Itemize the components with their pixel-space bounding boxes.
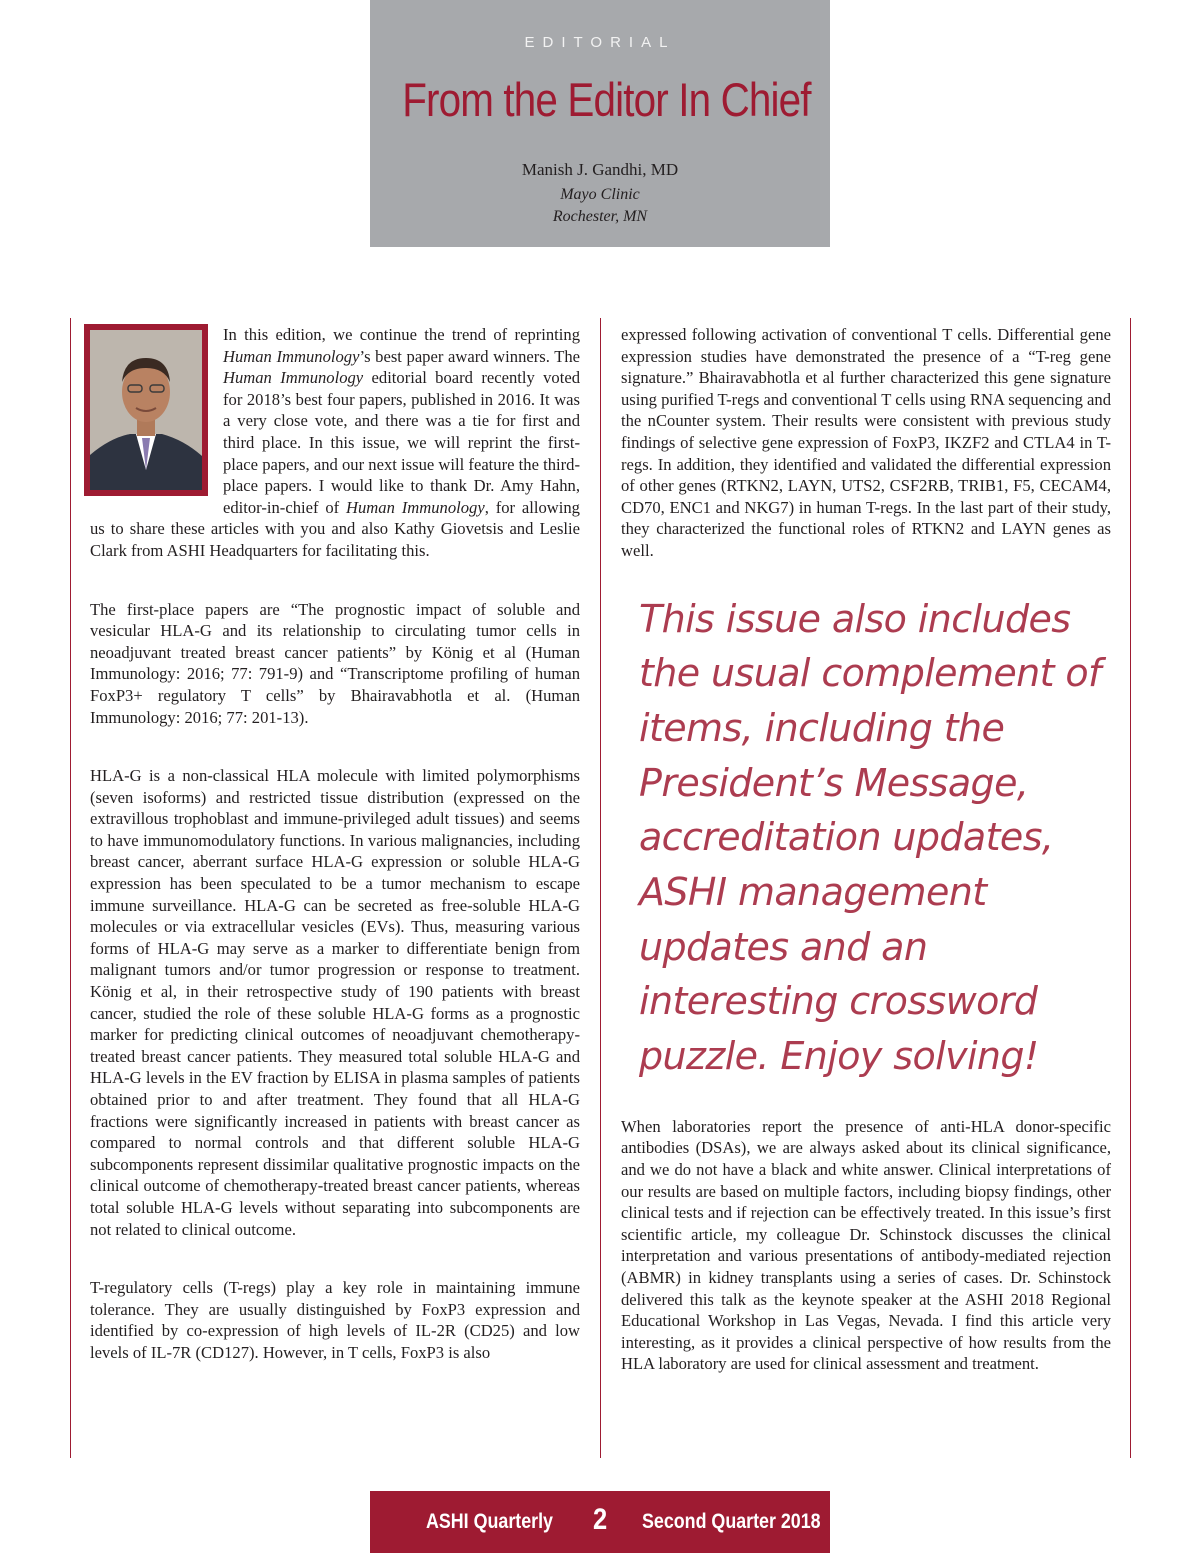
- right-column: [621, 324, 1111, 1375]
- page-title: From the Editor In Chief: [402, 73, 811, 126]
- center-column-rule: [600, 318, 601, 1458]
- intro-paragraph: In this edition, we continue the trend of reprinting Human Immunology’s best paper award winners. The Human Immunology editorial board recently voted for 2018’s best four papers, published in 2016. It was a very close vote, and there was a tie for first and third place. In this issue, we will reprint the first-place papers, and our next issue will feature the third-place papers. I would like to thank Dr. Amy Hahn, editor-in-chief of Human Immunology, for allowing us to share these articles with you and also Kathy Giovetsis and Leslie Clark from ASHI Headquarters for facilitating this.: [90, 324, 580, 562]
- t-reg-signature-paragraph: expressed following activation of conventional T cells. Differential gene expression studies have demonstrated the presence of a “T-reg gene signature.” Bhairavabhotla et al further characterized this gene signature using purified T-regs and conventional T cells using RNA sequencing and the nCounter system. Their results were consistent with previous study findings of selective gene expression of FoxP3, IKZF2 and CTLA4 in T-regs. In addition, they identified and validated the differential expression of other genes (RTKN2, LAYN, UTS2, CSF2RB, TRIB1, F5, CECAM4, CD70, ENC1 and NKG7) in human T-regs. In the last part of their study, they characterized the functional roles of RTKN2 and LAYN genes as well.: [621, 325, 1111, 560]
- page-footer: [370, 1491, 830, 1553]
- footer-publication: ASHI Quarterly: [426, 1510, 553, 1533]
- author-location: Rochester, MN: [552, 208, 648, 225]
- pull-quote: This issue also includes the usual complement of items, including the President’s Message, accreditation updates, ASHI management updates and an interesting crossword puzzle. Enjoy solving!: [639, 596, 1101, 1079]
- hla-g-paragraph: HLA-G is a non-classical HLA molecule with limited polymorphisms (seven isoforms) and restricted tissue distribution (expressed on the extravillous trophoblast and immune-privileged adult tissues) and seems to have immunomodulatory functions. In various malignancies, including breast cancer, aberrant surface HLA-G expression or soluble HLA-G expression has been speculated to be a tumor mechanism to escape immune surveillance. HLA-G can be secreted as free-soluble HLA-G molecules or via extracellular vesicles (EVs). Thus, measuring various forms of HLA-G may serve as a marker to differentiate benign from malignant tumors and/or tumor progression or response to treatment. König et al, in their retrospective study of 190 patients with breast cancer, studied the role of these soluble HLA-G forms as a prognostic marker for predicting clinical outcomes of neoadjuvant chemotherapy-treated breast cancer patients. They measured total soluble HLA-G and HLA-G levels in the EV fraction by ELISA in plasma samples of patients obtained prior to and after treatment. They found that all HLA-G fractions were significantly increased in patients with breast cancer as compared to normal controls and that different soluble HLA-G subcomponents represent dissimilar qualitative prognostic impacts on the clinical outcome of chemotherapy-treated breast cancer patients, whereas total soluble HLA-G levels without separating into subcomponents are not related to clinical outcome.: [90, 766, 580, 1239]
- section-kicker: EDITORIAL: [524, 34, 676, 51]
- dsa-paragraph: When laboratories report the presence of anti-HLA donor-specific antibodies (DSAs), we are always asked about its clinical significance, and we do not have a black and white answer. Clinical interpretations of our results are based on multiple factors, including biopsy findings, other clinical tests and if rejection can be effectively treated. In this issue’s first scientific article, my colleague Dr. Schinstock discusses the clinical interpretation and various presentations of antibody-mediated rejection (ABMR) in kidney transplants using a series of cases. Dr. Schinstock delivered this talk as the keynote speaker at the ASHI 2018 Regional Educational Workshop in Las Vegas, Nevada. I find this article very interesting, as it provides a clinical perspective of how results from the HLA laboratory are used for clinical assessment and treatment.: [621, 1116, 1111, 1374]
- author-name: Manish J. Gandhi, MD: [521, 160, 679, 179]
- first-place-papers-paragraph: The first-place papers are “The prognostic impact of soluble and vesicular HLA-G and its relationship to circulating tumor cells in neoadjuvant treated breast cancer patients” by König et al (Human Immunology: 2016; 77: 791-9) and “Transcriptome profiling of human FoxP3+ regulatory T cells” by Bhairavabhotla et al. (Human Immunology: 2016; 77: 201-13).: [90, 599, 580, 727]
- footer-page-number: 2: [593, 1503, 608, 1536]
- left-column: [90, 324, 580, 1364]
- editorial-header: [370, 0, 830, 247]
- t-regs-paragraph: T-regulatory cells (T-regs) play a key role in maintaining immune tolerance. They are usually distinguished by FoxP3 expression and identified by co-expression of high levels of IL-2R (CD25) and low levels of IL-7R (CD127). However, in T cells, FoxP3 is also: [90, 1278, 580, 1362]
- left-column-rule: [70, 318, 71, 1458]
- author-photo: [84, 324, 208, 496]
- right-column-rule: [1130, 318, 1131, 1458]
- author-portrait-image: [90, 330, 202, 490]
- footer-issue-date: Second Quarter 2018: [642, 1510, 821, 1533]
- author-affiliation: Mayo Clinic: [560, 186, 640, 203]
